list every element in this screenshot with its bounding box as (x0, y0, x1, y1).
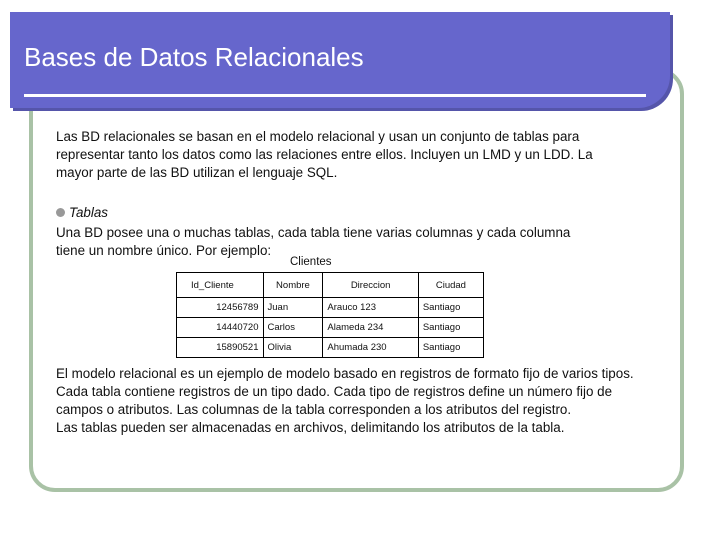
table-cell: Santiago (418, 318, 483, 338)
bullet-dot-icon (56, 208, 65, 217)
bullet-tablas (56, 205, 108, 221)
table-cell: 12456789 (177, 298, 264, 318)
bullet-label: Tablas (69, 205, 108, 220)
table-cell: Olivia (263, 338, 323, 358)
table-cell: Santiago (418, 338, 483, 358)
column-header: Id_Cliente (177, 273, 264, 298)
table-row (177, 318, 484, 338)
title-bar (10, 12, 670, 108)
intro-paragraph: Las BD relacionales se basan en el modelo relacional y usan un conjunto de tablas para representar tanto los datos como las relaciones entre ellos. Incluyen un LMD y un LDD. La mayor parte de las BD utilizan el lenguaje SQL. (56, 129, 593, 180)
table-row (177, 338, 484, 358)
table-cell: Juan (263, 298, 323, 318)
title-underline (24, 94, 646, 97)
table-cell: Santiago (418, 298, 483, 318)
clientes-table (176, 272, 484, 358)
column-header: Nombre (263, 273, 323, 298)
table-cell: Carlos (263, 318, 323, 338)
example-paragraph: Una BD posee una o muchas tablas, cada tabla tiene varias columnas y cada columna tiene un nombre único. Por ejemplo: (56, 225, 571, 258)
table-cell: 14440720 (177, 318, 264, 338)
table-cell: Alameda 234 (323, 318, 418, 338)
closing-paragraph: El modelo relacional es un ejemplo de modelo basado en registros de formato fijo de varios tipos. Cada tabla contiene registros de un tipo dado. Cada tipo de registros define un número fijo de campos o atributos. Las columnas de la tabla corresponden a los atributos del registro. Las tablas pueden ser almacenadas en archivos, delimitando los atributos de la tabla. (56, 366, 634, 435)
table-cell: 15890521 (177, 338, 264, 358)
table-cell: Ahumada 230 (323, 338, 418, 358)
table-header-row (177, 273, 484, 298)
column-header: Ciudad (418, 273, 483, 298)
slide-title: Bases de Datos Relacionales (24, 42, 364, 72)
table-cell: Arauco 123 (323, 298, 418, 318)
table-row (177, 298, 484, 318)
column-header: Direccion (323, 273, 418, 298)
table-caption: Clientes (290, 256, 332, 268)
